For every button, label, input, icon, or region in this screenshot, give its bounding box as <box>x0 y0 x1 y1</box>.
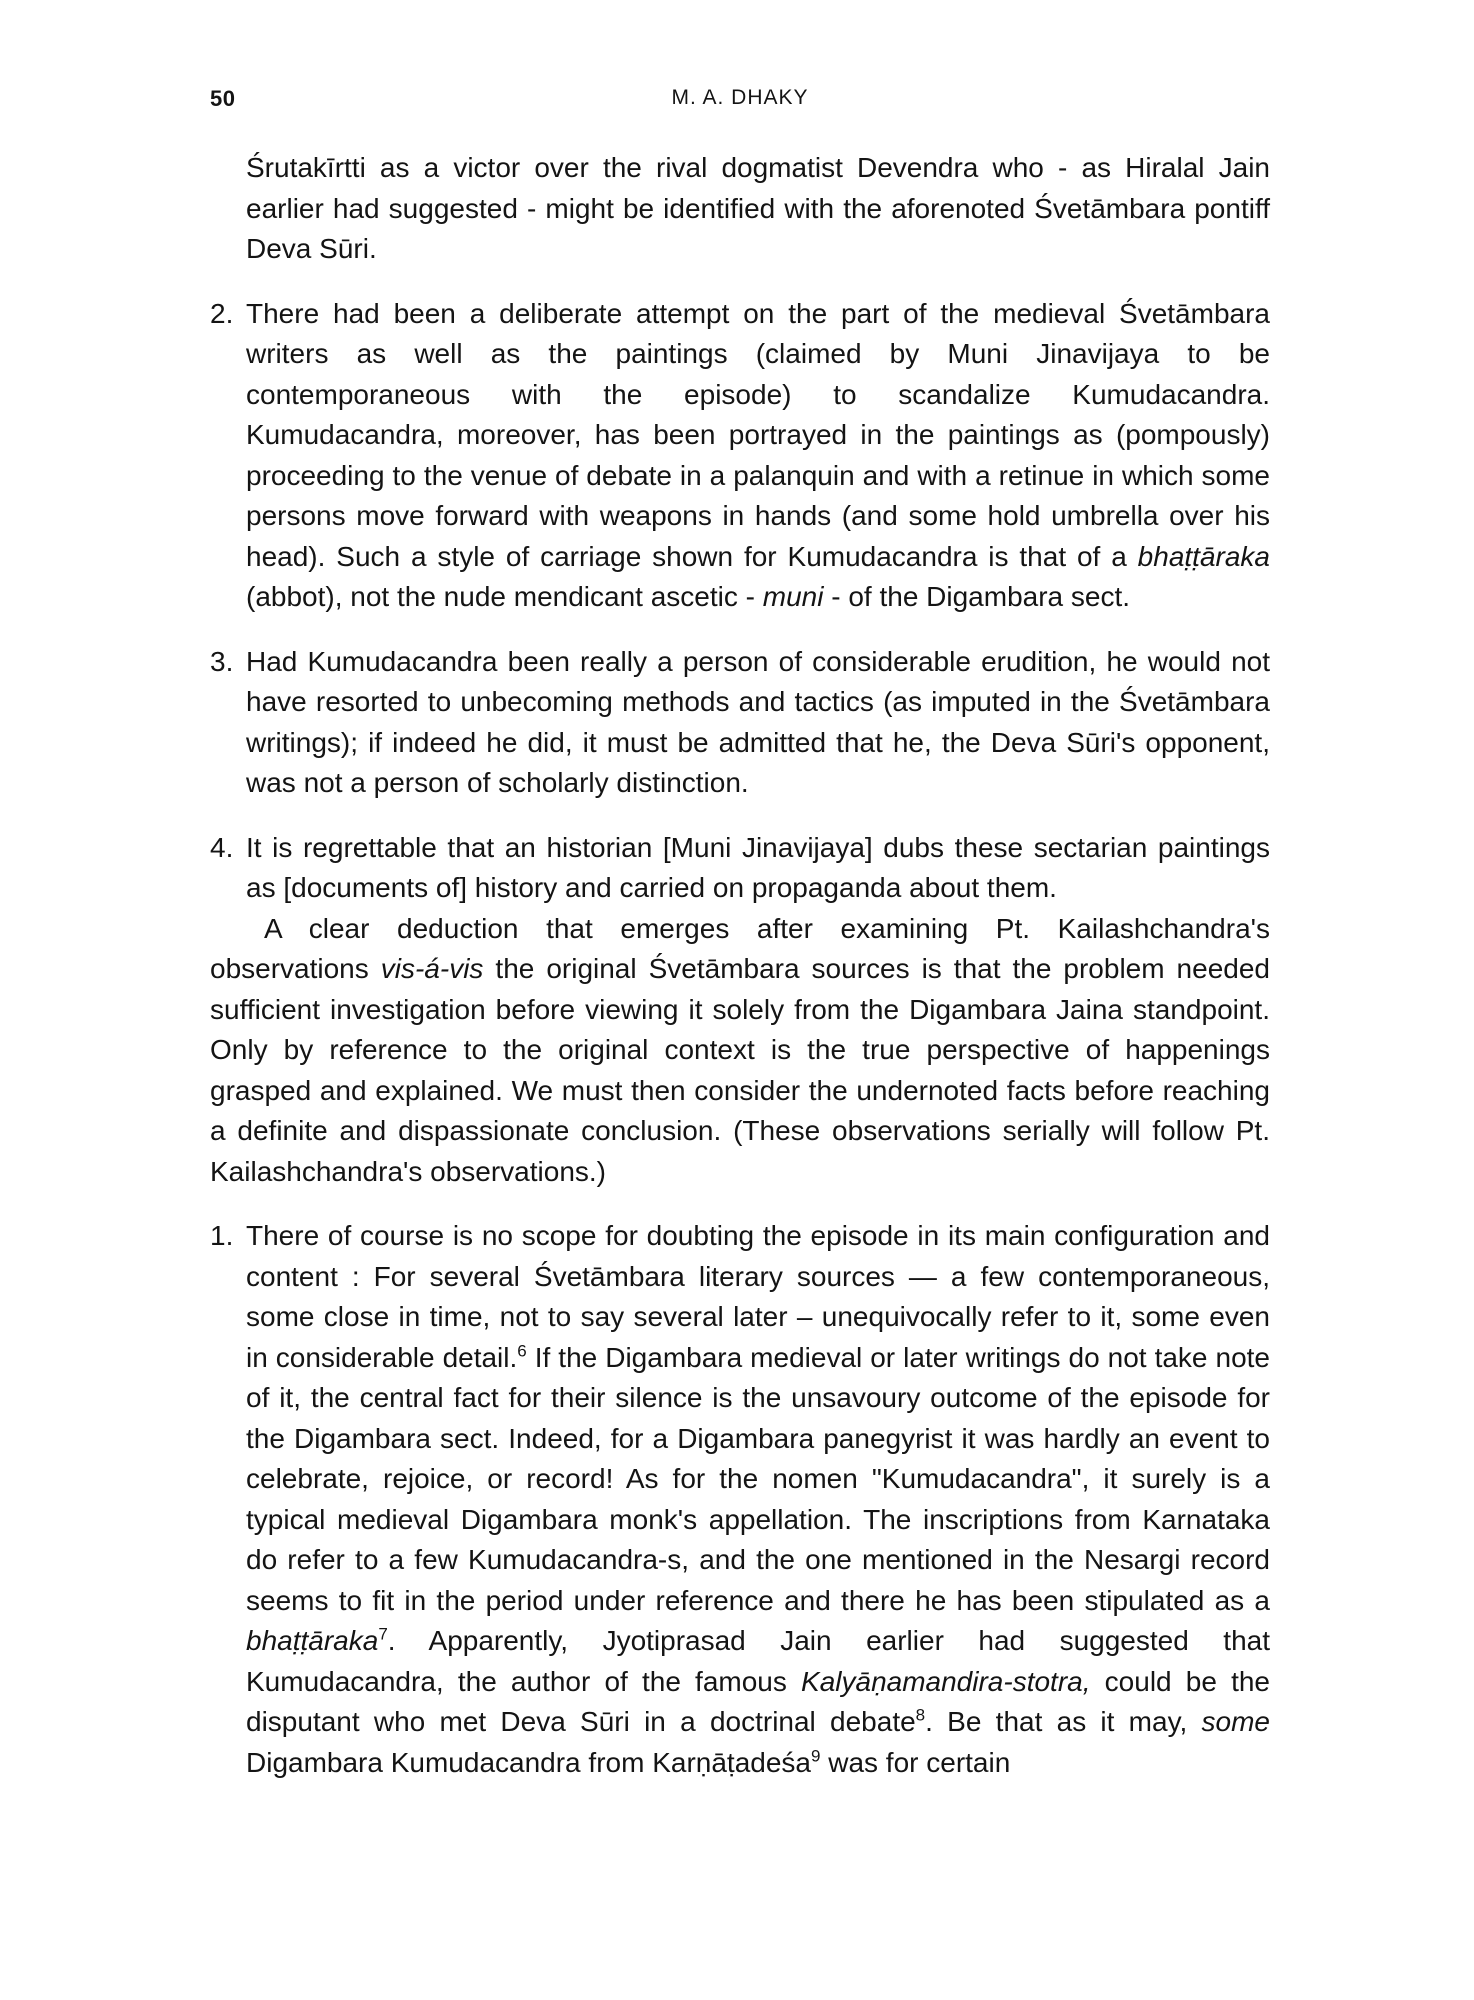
footnote-ref: 9 <box>810 1746 821 1766</box>
list-item-number: 2. <box>210 297 234 329</box>
list-item-text: . Apparently, Jyotiprasad Jain earlier had suggested that Kumudacandra, the author of the famous <box>246 1625 1270 1697</box>
page-header <box>210 86 1270 126</box>
paragraph-text: the original Śvetāmbara sources is that the problem needed sufficient investigation before viewing it solely from the Digambara Jaina standpoint. Only by reference to the original context is the true perspective of happenings grasped and explained. We must then consider the undernoted facts before reaching a definite and dispassionate conclusion. (These observations serially will follow Pt. Kailashchandra's observations.) <box>210 953 1270 1187</box>
list-item-text: . Be that as it may, <box>925 1706 1202 1737</box>
list-item-number: 4. <box>210 831 234 863</box>
list-item-text: could be the disputant who met Deva Sūri in a doctrinal debate <box>246 1665 1270 1737</box>
page-number: 50 <box>210 86 236 111</box>
italic-term: some <box>1201 1706 1270 1737</box>
list-item-number: 3. <box>210 645 234 677</box>
body-text <box>210 148 1270 1783</box>
list-item-text: Had Kumudacandra been really a person of considerable erudition, he would not have resorted to unbecoming methods and tactics (as imputed in the Śvetāmbara writings); if indeed he did, it must be admitted that he, the Deva Sūri's opponent, was not a person of scholarly distinction. <box>246 645 1270 798</box>
italic-term: Kalyāṇamandira-stotra, <box>801 1665 1091 1697</box>
list-item-text: It is regrettable that an historian [Muni Jinavijaya] dubs these sectarian paintings as [documents of] history and carried on propaganda about them. <box>246 831 1270 903</box>
list-item-text: - of the Digambara sect. <box>823 581 1131 612</box>
list-item <box>210 828 1270 909</box>
intro-paragraph: Śrutakīrtti as a victor over the rival dogmatist Devendra who - as Hiralal Jain earlier had suggested - might be identified with the aforenoted Śvetāmbara pontiff Deva Sūri. <box>246 152 1270 264</box>
list-item-text: Digambara Kumudacandra from Karṇāṭadeśa <box>246 1746 811 1778</box>
footnote-ref: 7 <box>378 1624 388 1644</box>
list-item <box>210 642 1270 804</box>
list-item-text: If the Digambara medieval or later writings do not take note of it, the central fact for their silence is the unsavoury outcome of the episode for the Digambara sect. Indeed, for a Digambara panegyrist it was hardly an event to celebrate, rejoice, or record! As for the nomen "Kumudacandra", it surely is a typical medieval Digambara monk's appellation. The inscriptions from Karnataka do refer to a few Kumudacandra-s, and the one mentioned in the Nesargi record seems to fit in the period under reference and there he has been stipulated as a <box>246 1341 1270 1616</box>
list-item-text: There had been a deliberate attempt on the part of the medieval Śvetāmbara writers as well as the paintings (claimed by Muni Jinavijaya to be contemporaneous with the episode) to scandalize Kumudacandra. Kumudacandra, moreover, has been portrayed in the paintings as (pompously) proceeding to the venue of debate in a palanquin and with a retinue in which some persons move forward with weapons in hands (and some hold umbrella over his head). Such a style of carriage shown for Kumudacandra is that of a <box>246 297 1270 572</box>
italic-term: muni <box>762 581 824 612</box>
footnote-ref: 8 <box>915 1705 926 1725</box>
body-paragraph <box>210 909 1270 1193</box>
list-item-text: was for certain <box>820 1746 1011 1778</box>
italic-term: vis-á-vis <box>380 953 484 984</box>
italic-term: bhaṭṭāraka <box>1137 540 1270 572</box>
list-item-text: (abbot), not the nude mendicant ascetic - <box>246 581 763 612</box>
paragraph-text: A clear deduction that emerges after examining Pt. Kailashchandra's observations <box>210 912 1270 984</box>
list-item <box>210 1216 1270 1783</box>
list-item-text: There of course is no scope for doubting the episode in its main configuration and content : For several Śvetāmbara literary sources — a few contemporaneous, some close in time, not to say several later – unequivocally refer to it, some even in considerable detail. <box>246 1220 1270 1373</box>
running-head: M. A. DHAKY <box>671 86 809 109</box>
footnote-ref: 6 <box>517 1341 527 1361</box>
list-item-number: 1. <box>210 1220 234 1251</box>
list-item <box>210 294 1270 618</box>
italic-term: bhaṭṭāraka <box>246 1625 379 1656</box>
